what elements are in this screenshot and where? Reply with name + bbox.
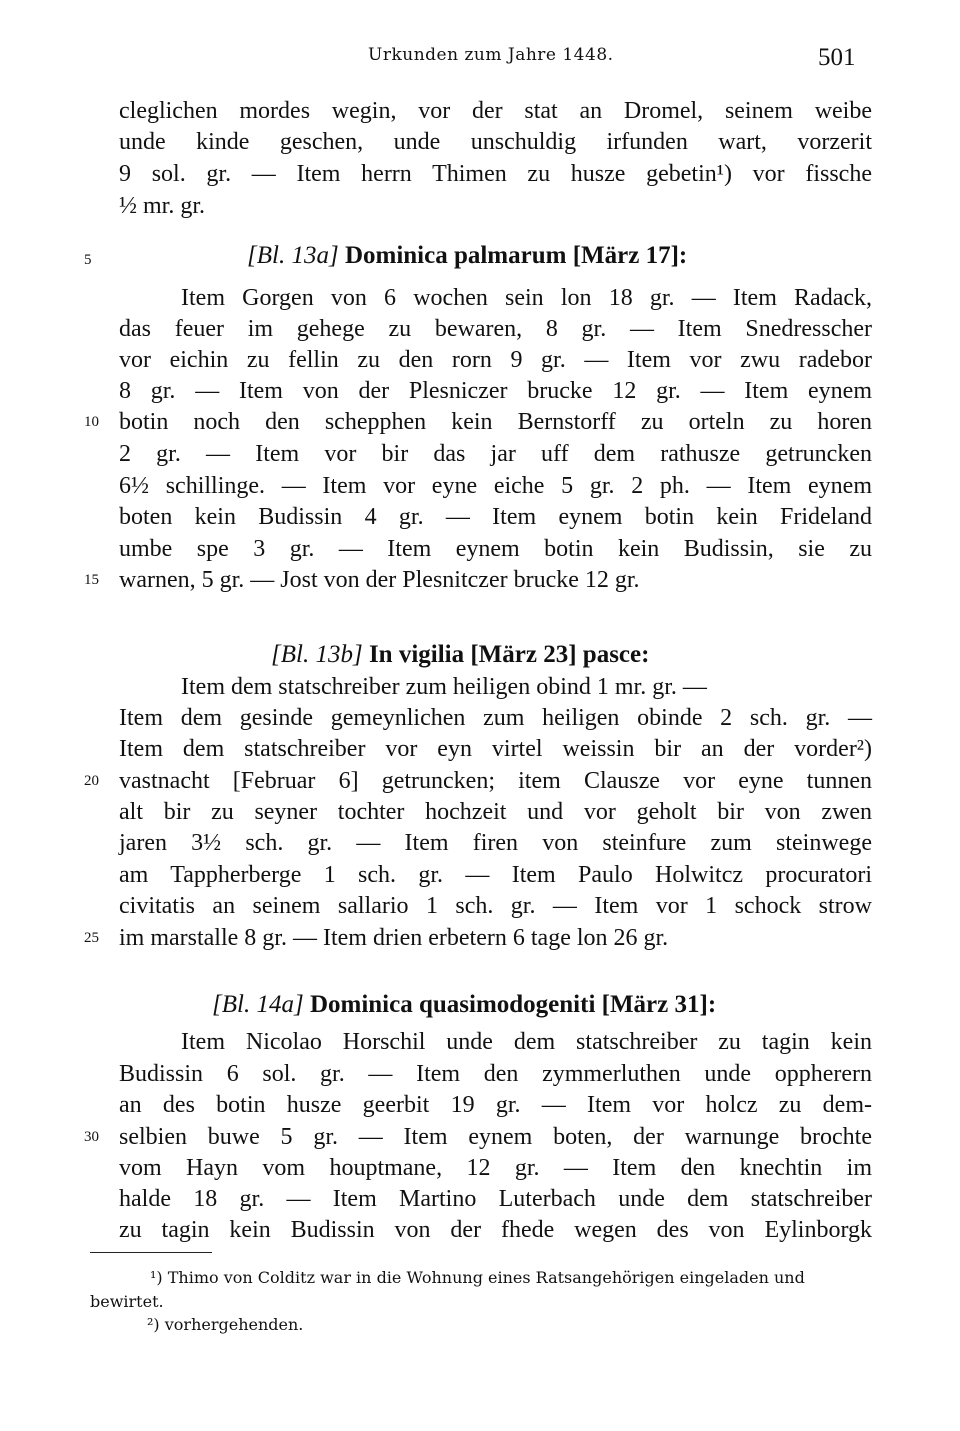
line-number: 10	[84, 414, 99, 430]
line-number: 20	[84, 773, 99, 789]
text-line: 8 gr. — Item von der Plesniczer brucke 12 gr. — Item eynem	[119, 378, 872, 404]
text-line: an des botin husze geerbit 19 gr. — Item vor holcz zu dem-	[119, 1092, 872, 1118]
text-line: Item dem statschreiber vor eyn virtel weissin bir an der vorder²)	[119, 736, 872, 762]
section-title: Dominica palmarum [März 17]:	[344, 242, 688, 269]
text-line: 2 gr. — Item vor bir das jar uff dem rathusze getruncken	[119, 441, 872, 467]
line-number: 30	[84, 1129, 99, 1145]
folio-reference: [Bl. 13a]	[247, 242, 339, 269]
text-line: unde kinde geschen, unde unschuldig irfunden wart, vorzerit	[119, 129, 872, 155]
text-line: zu tagin kein Budissin von der fhede wegen des von Eylinborgk	[119, 1217, 872, 1243]
running-head: Urkunden zum Jahre 1448.	[368, 45, 614, 65]
text-line: Item dem gesinde gemeynlichen zum heiligen obinde 2 sch. gr. —	[119, 705, 872, 731]
section-title: Dominica quasimodogeniti [März 31]:	[309, 991, 717, 1018]
footnote-1-continued: bewirtet.	[90, 1292, 164, 1311]
page-number: 501	[818, 44, 856, 71]
text-line: halde 18 gr. — Item Martino Luterbach unde dem statschreiber	[119, 1186, 872, 1212]
text-line: jaren 3½ sch. gr. — Item firen von steinfure zum steinwege	[119, 830, 872, 856]
section-heading	[212, 990, 716, 1020]
text-line: selbien buwe 5 gr. — Item eynem boten, der warnunge brochte	[119, 1124, 872, 1150]
text-line: 9 sol. gr. — Item herrn Thimen zu husze gebetin¹) vor fissche	[119, 161, 872, 187]
text-line: das feuer im gehege zu bewaren, 8 gr. — Item Snedresscher	[119, 316, 872, 342]
text-line: vor eichin zu fellin zu den rorn 9 gr. — Item vor zwu radebor	[119, 347, 872, 373]
text-line: Item Gorgen von 6 wochen sein lon 18 gr. — Item Radack,	[181, 285, 872, 311]
text-line: warnen, 5 gr. — Jost von der Plesnitczer brucke 12 gr.	[119, 567, 640, 593]
line-number: 5	[84, 252, 92, 268]
text-line: im marstalle 8 gr. — Item drien erbetern 6 tage lon 26 gr.	[119, 925, 669, 951]
line-number: 25	[84, 930, 99, 946]
folio-reference: [Bl. 14a]	[212, 991, 304, 1018]
text-line: am Tappherberge 1 sch. gr. — Item Paulo Holwitcz procuratori	[119, 862, 872, 888]
text-line: Item Nicolao Horschil unde dem statschreiber zu tagin kein	[181, 1029, 872, 1055]
footnote-2: ²) vorhergehenden.	[147, 1315, 304, 1334]
section-heading	[271, 640, 649, 670]
text-line: vom Hayn vom houptmane, 12 gr. — Item den knechtin im	[119, 1155, 872, 1181]
text-line: ½ mr. gr.	[119, 193, 206, 219]
text-line: Item dem statschreiber zum heiligen obind 1 mr. gr. —	[181, 674, 707, 700]
section-title: In vigilia [März 23] pasce:	[368, 641, 650, 668]
text-line: botin noch den schepphen kein Bernstorff zu orteln zu horen	[119, 409, 872, 435]
text-line: boten kein Budissin 4 gr. — Item eynem botin kein Frideland	[119, 504, 872, 530]
text-line: vastnacht [Februar 6] getruncken; item Clausze vor eyne tunnen	[119, 768, 872, 794]
footnote-rule	[90, 1252, 212, 1253]
text-line: alt bir zu seyner tochter hochzeit und vor geholt bir von zwen	[119, 799, 872, 825]
text-line: civitatis an seinem sallario 1 sch. gr. — Item vor 1 schock strow	[119, 893, 872, 919]
text-line: 6½ schillinge. — Item vor eyne eiche 5 gr. 2 ph. — Item eynem	[119, 473, 872, 499]
folio-reference: [Bl. 13b]	[271, 641, 363, 668]
text-line: umbe spe 3 gr. — Item eynem botin kein Budissin, sie zu	[119, 536, 872, 562]
text-line: Budissin 6 sol. gr. — Item den zymmerluthen unde oppherern	[119, 1061, 872, 1087]
footnote-1: ¹) Thimo von Colditz war in die Wohnung eines Ratsangehörigen eingeladen und	[150, 1268, 805, 1287]
line-number: 15	[84, 572, 99, 588]
section-heading	[247, 241, 687, 271]
text-line: cleglichen mordes wegin, vor der stat an Dromel, seinem weibe	[119, 98, 872, 124]
